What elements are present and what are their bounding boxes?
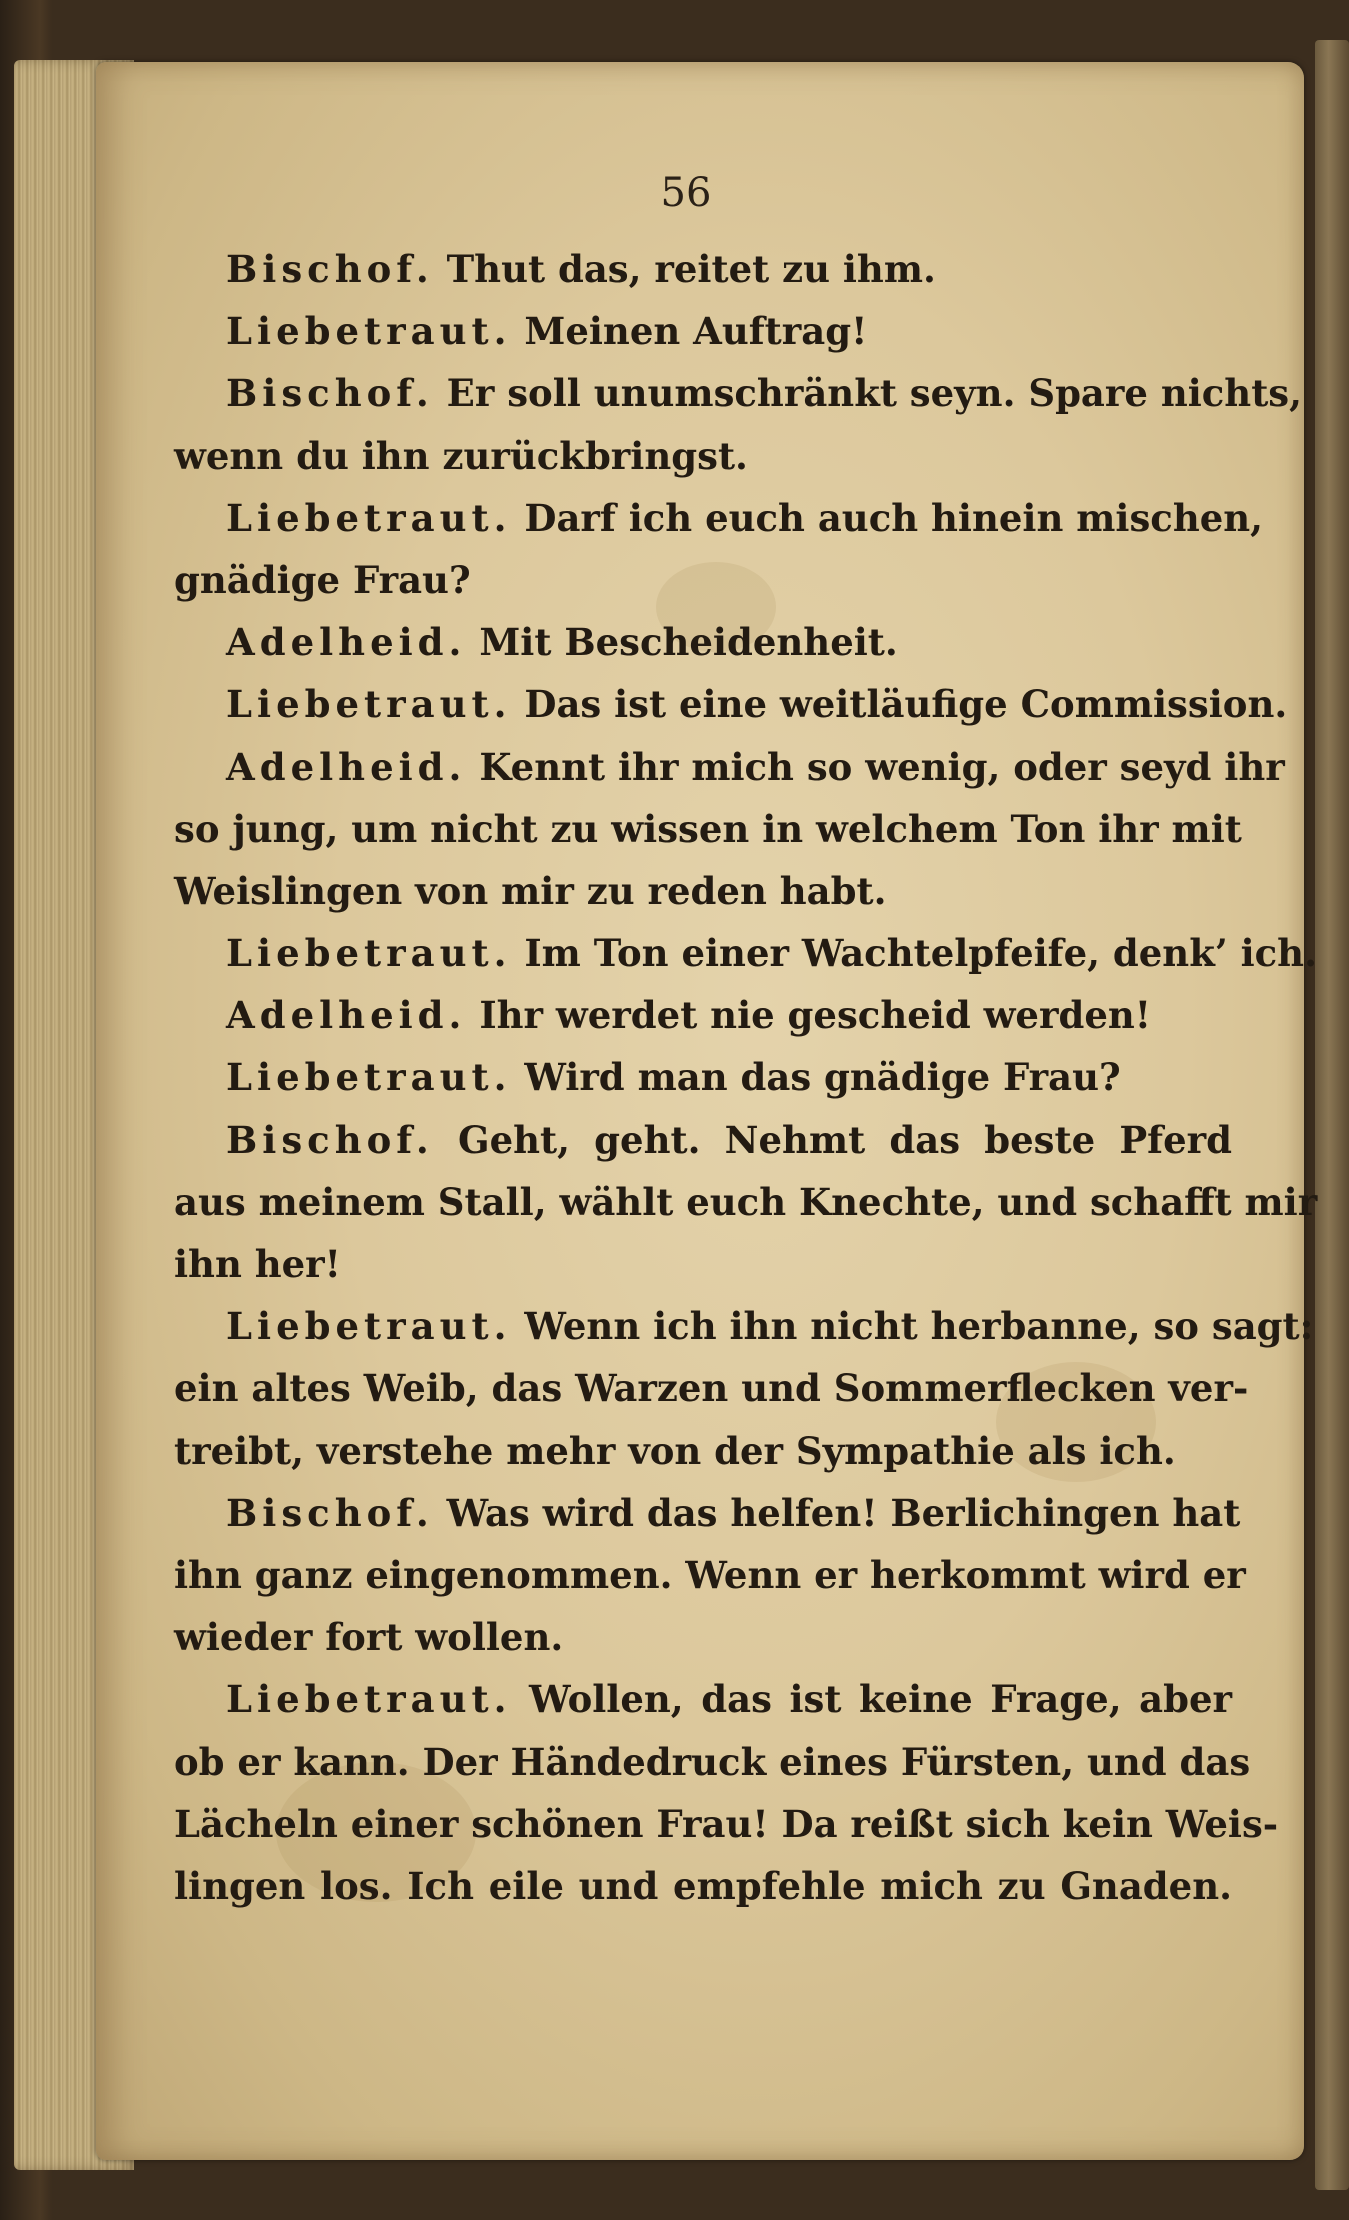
line-text: Das ist eine weitläufige Commission.: [524, 682, 1288, 727]
text-line: [174, 798, 1242, 860]
line-text: Wenn ich ihn nicht herbanne, so sagt:: [524, 1304, 1314, 1349]
text-line: [174, 1668, 1232, 1730]
text-line: [174, 611, 1232, 673]
text-line: [174, 238, 1232, 300]
text-line: [174, 1046, 1232, 1108]
line-text: ein altes Weib, das Warzen und Sommerflecken ver-: [174, 1366, 1249, 1411]
speaker-name: Liebetraut.: [226, 682, 512, 727]
speaker-name: Liebetraut.: [226, 1055, 512, 1100]
line-text: ihn ganz eingenommen. Wenn er herkommt wird er: [174, 1552, 1246, 1597]
text-line: [174, 1420, 1232, 1482]
speaker-name: Adelheid.: [226, 993, 467, 1038]
page-number: 56: [660, 170, 712, 216]
speaker-name: Liebetraut.: [226, 1304, 512, 1349]
line-text: Geht, geht. Nehmt das beste Pferd: [457, 1117, 1232, 1162]
line-text: Er soll unumschränkt seyn. Spare nichts,: [446, 371, 1303, 416]
text-line: [174, 860, 1232, 922]
line-text: Weislingen von mir zu reden habt.: [174, 868, 887, 913]
text-line: [174, 487, 1264, 549]
line-text: ob er kann. Der Händedruck eines Fürsten, und das: [174, 1739, 1251, 1784]
line-text: Wird man das gnädige Frau?: [524, 1055, 1121, 1100]
text-line: [174, 1855, 1232, 1917]
speaker-name: Adelheid.: [226, 744, 467, 789]
line-text: Kennt ihr mich so wenig, oder seyd ihr: [479, 744, 1285, 789]
text-line: [174, 922, 1317, 984]
line-text: ihn her!: [174, 1242, 341, 1286]
line-text: wieder fort wollen.: [174, 1615, 564, 1660]
line-text: Meinen Auftrag!: [524, 309, 868, 354]
line-text: Im Ton einer Wachtelpfeife, denk’ ich.: [524, 931, 1317, 976]
text-line: [174, 425, 1232, 487]
text-line: [174, 1233, 1232, 1295]
text-line: [174, 673, 1288, 735]
text-line: [174, 1295, 1314, 1357]
text-line: [174, 549, 1232, 611]
text-line: [174, 1357, 1249, 1419]
text-line: [174, 1731, 1251, 1793]
text-line: [174, 1109, 1232, 1171]
line-text: Was wird das helfen! Berlichingen hat: [446, 1490, 1241, 1535]
line-text: Wollen, das ist keine Frage, aber: [529, 1677, 1233, 1722]
speaker-name: Bischof.: [226, 1117, 434, 1162]
speaker-name: Bischof.: [226, 247, 434, 291]
speaker-name: Liebetraut.: [226, 495, 512, 540]
speaker-name: Liebetraut.: [226, 931, 512, 976]
text-line: [174, 1171, 1318, 1233]
line-text: Ihr werdet nie gescheid werden!: [479, 993, 1152, 1038]
line-text: gnädige Frau?: [174, 557, 471, 602]
text-line: [174, 984, 1232, 1046]
speaker-name: Liebetraut.: [226, 309, 512, 354]
line-text: lingen los. Ich eile und empfehle mich zu Gnaden.: [174, 1863, 1232, 1908]
book-cover-edge: [1315, 40, 1349, 2190]
line-text: Darf ich euch auch hinein mischen,: [524, 495, 1264, 540]
speaker-name: Bischof.: [226, 371, 434, 416]
line-text: aus meinem Stall, wählt euch Knechte, und schafft mir: [174, 1179, 1318, 1224]
speaker-name: Adelheid.: [226, 620, 467, 665]
line-text: Mit Bescheidenheit.: [479, 620, 898, 665]
line-text: treibt, verstehe mehr von der Sympathie als ich.: [174, 1428, 1176, 1473]
page-text: [174, 238, 1318, 1917]
text-line: [174, 362, 1303, 424]
line-text: wenn du ihn zurückbringst.: [174, 433, 748, 478]
speaker-name: Bischof.: [226, 1490, 434, 1535]
text-line: [174, 1793, 1279, 1855]
text-line: [174, 1544, 1246, 1606]
line-text: Thut das, reitet zu ihm.: [446, 247, 936, 291]
text-line: [174, 1606, 1232, 1668]
text-line: [174, 300, 1232, 362]
line-text: so jung, um nicht zu wissen in welchem Ton ihr mit: [174, 806, 1242, 851]
speaker-name: Liebetraut.: [226, 1677, 512, 1722]
line-text: Lächeln einer schönen Frau! Da reißt sich kein Weis-: [174, 1801, 1279, 1846]
text-line: [174, 1482, 1241, 1544]
text-line: [174, 736, 1285, 798]
